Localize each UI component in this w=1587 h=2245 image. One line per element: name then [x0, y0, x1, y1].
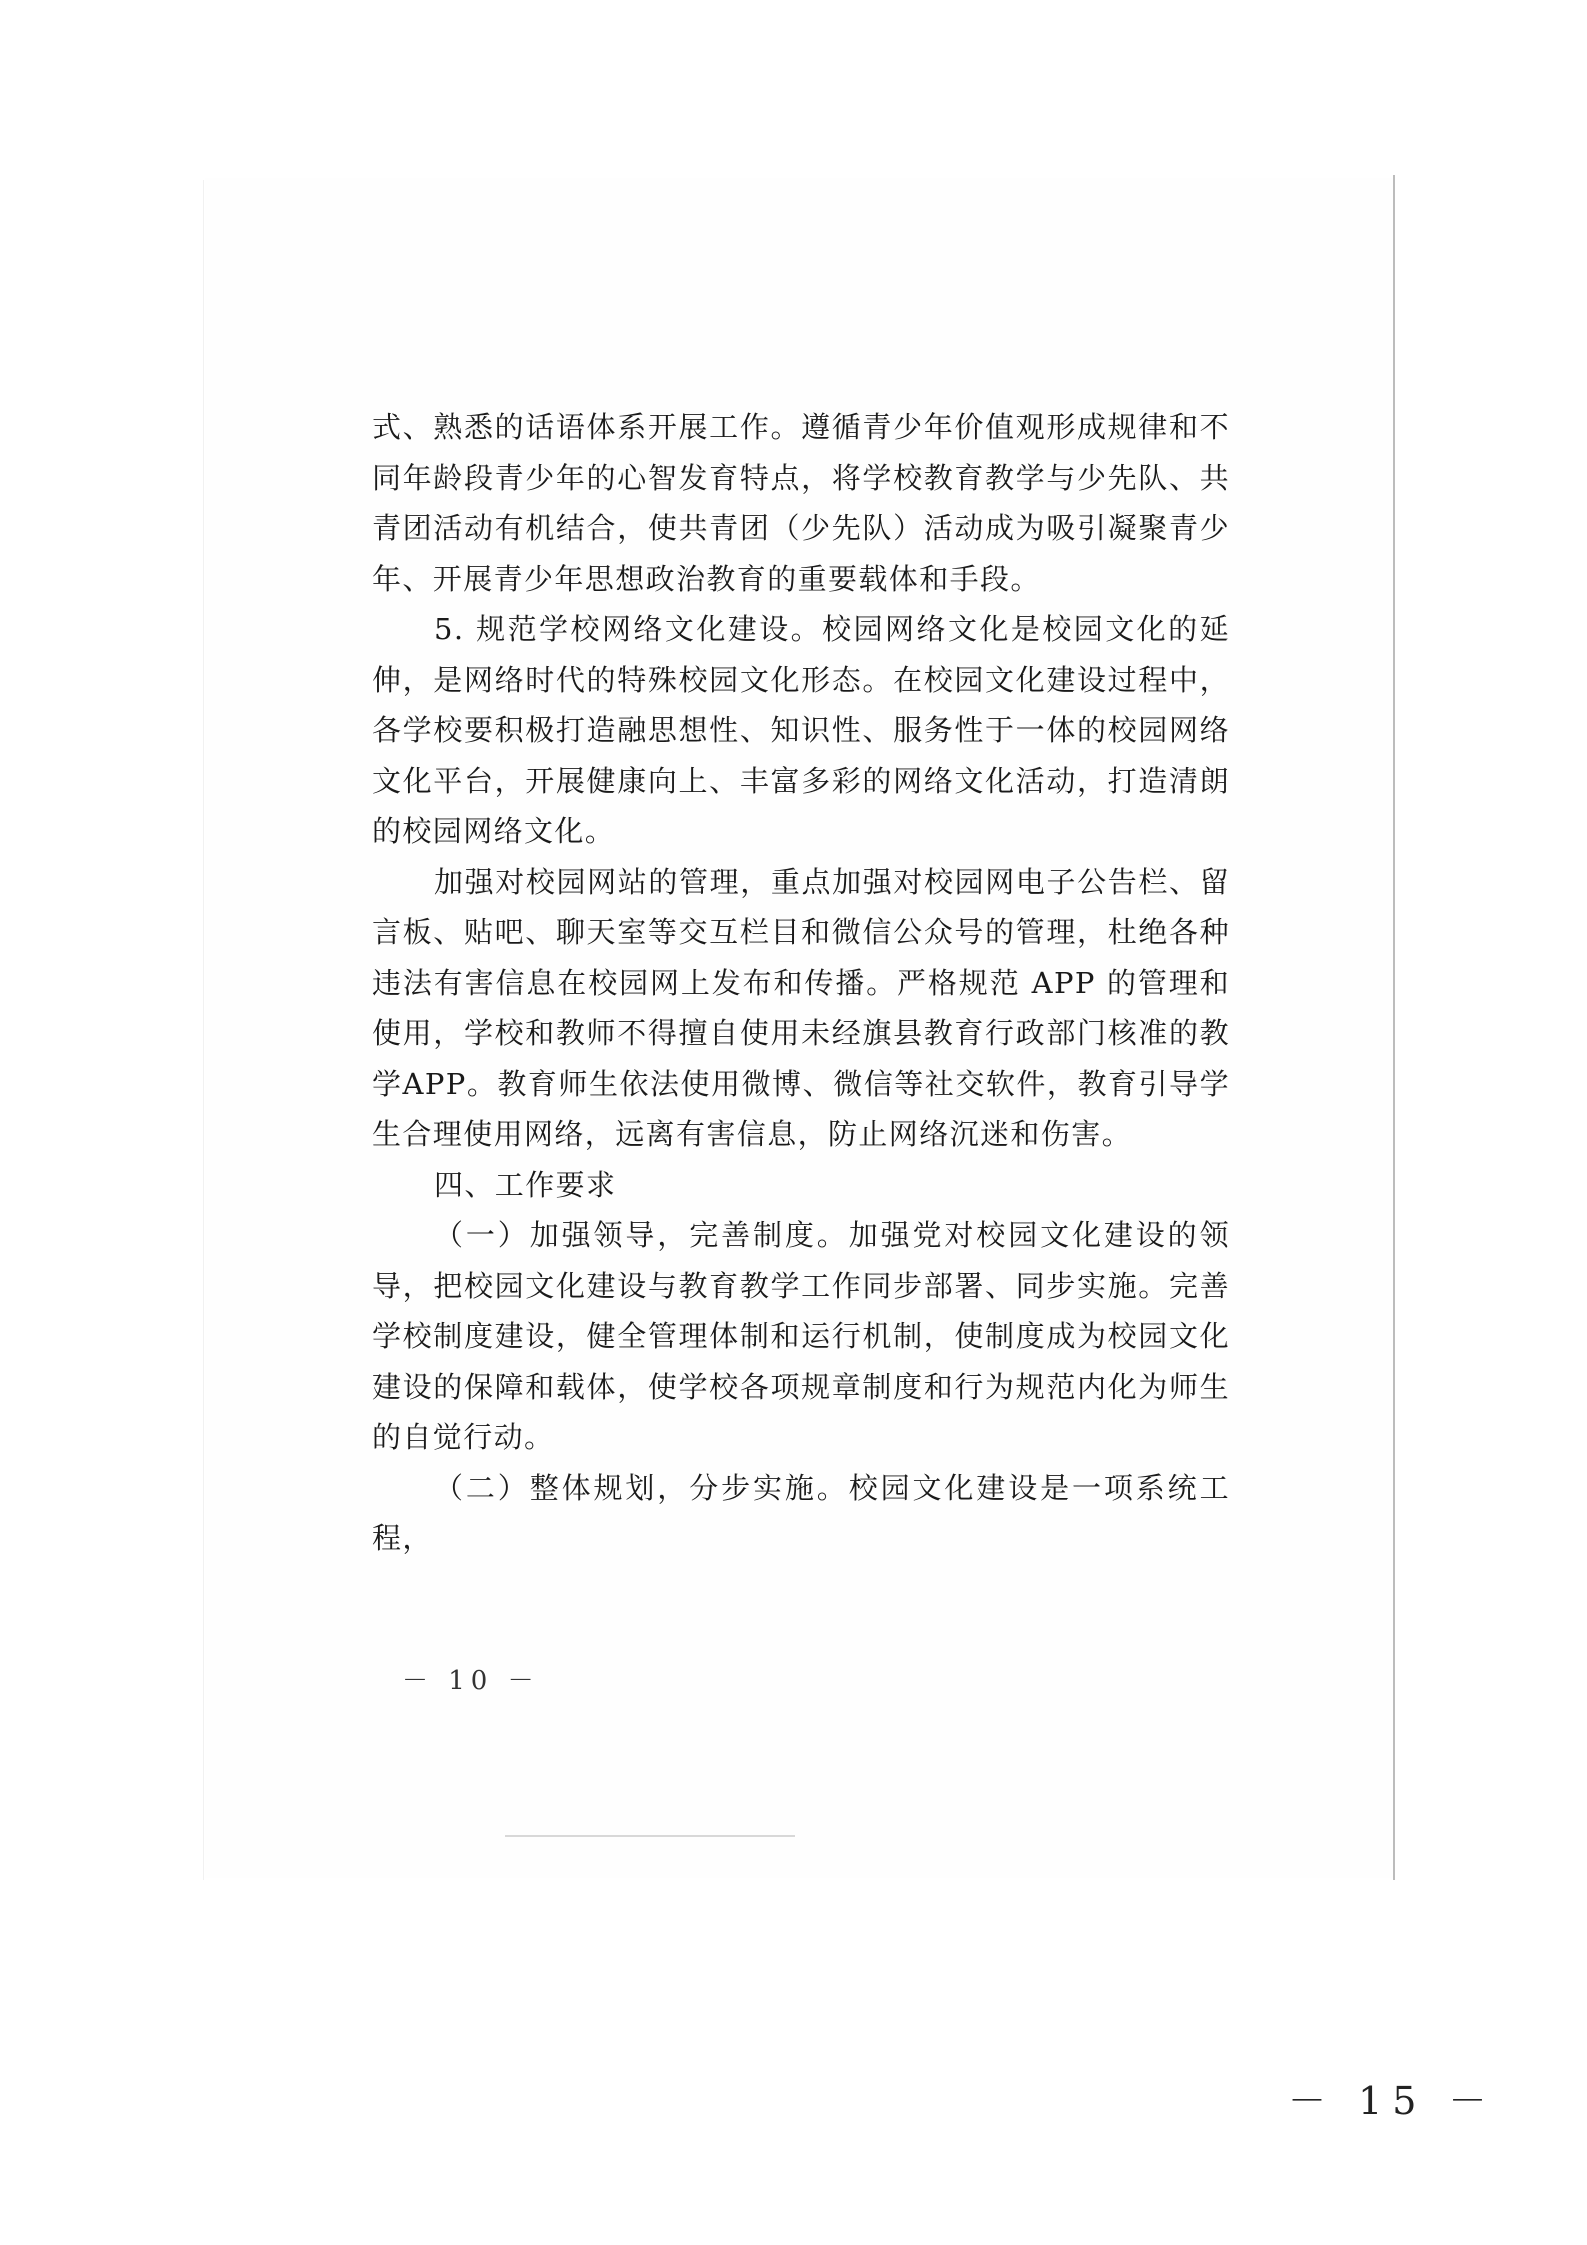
paragraph-planning: （二）整体规划，分步实施。校园文化建设是一项系统工程， — [372, 1470, 1230, 1555]
page-edge-left — [203, 180, 204, 1880]
paragraph-website-management: 加强对校园网站的管理，重点加强对校园网电子公告栏、留言板、贴吧、聊天室等交互栏目和微信公众号的管理，杜绝各种违法有害信息在校园网上发布和传播。严格规范 APP 的管理和使用，学校和教师不得擅自使用未经旗县教育行政部门核准的教学APP。教育师生依法使用微博、微信等社交软件，教育引导学生合理使用网络，远离有害信息，防止网络沉迷和伤害。 — [372, 864, 1230, 1151]
paragraph-network-culture: 5. 规范学校网络文化建设。校园网络文化是校园文化的延伸，是网络时代的特殊校园文化形态。在校园文化建设过程中，各学校要积极打造融思想性、知识性、服务性于一体的校园网络文化平台，开展健康向上、丰富多彩的网络文化活动，打造清朗的校园网络文化。 — [372, 612, 1230, 848]
paragraph-leadership: （一）加强领导，完善制度。加强党对校园文化建设的领导，把校园文化建设与教育教学工作同步部署、同步实施。完善学校制度建设，健全管理体制和运行机制，使制度成为校园文化建设的保障和载体，使学校各项规章制度和行为规范内化为师生的自觉行动。 — [372, 1218, 1230, 1454]
page-edge-right — [1393, 175, 1395, 1880]
paragraph-continuation: 式、熟悉的话语体系开展工作。遵循青少年价值观形成规律和不同年龄段青少年的心智发育特点，将学校教育教学与少先队、共青团活动有机结合，使共青团（少先队）活动成为吸引凝聚青少年、开展青少年思想政治教育的重要载体和手段。 — [372, 410, 1230, 596]
inner-page-number: － 10 － — [402, 1666, 540, 1696]
section-heading-work-requirements: 四、工作要求 — [434, 1167, 617, 1202]
outer-page-number: － 15 － — [1288, 2079, 1497, 2123]
document-body — [372, 402, 1230, 1564]
bottom-rule — [505, 1835, 795, 1837]
